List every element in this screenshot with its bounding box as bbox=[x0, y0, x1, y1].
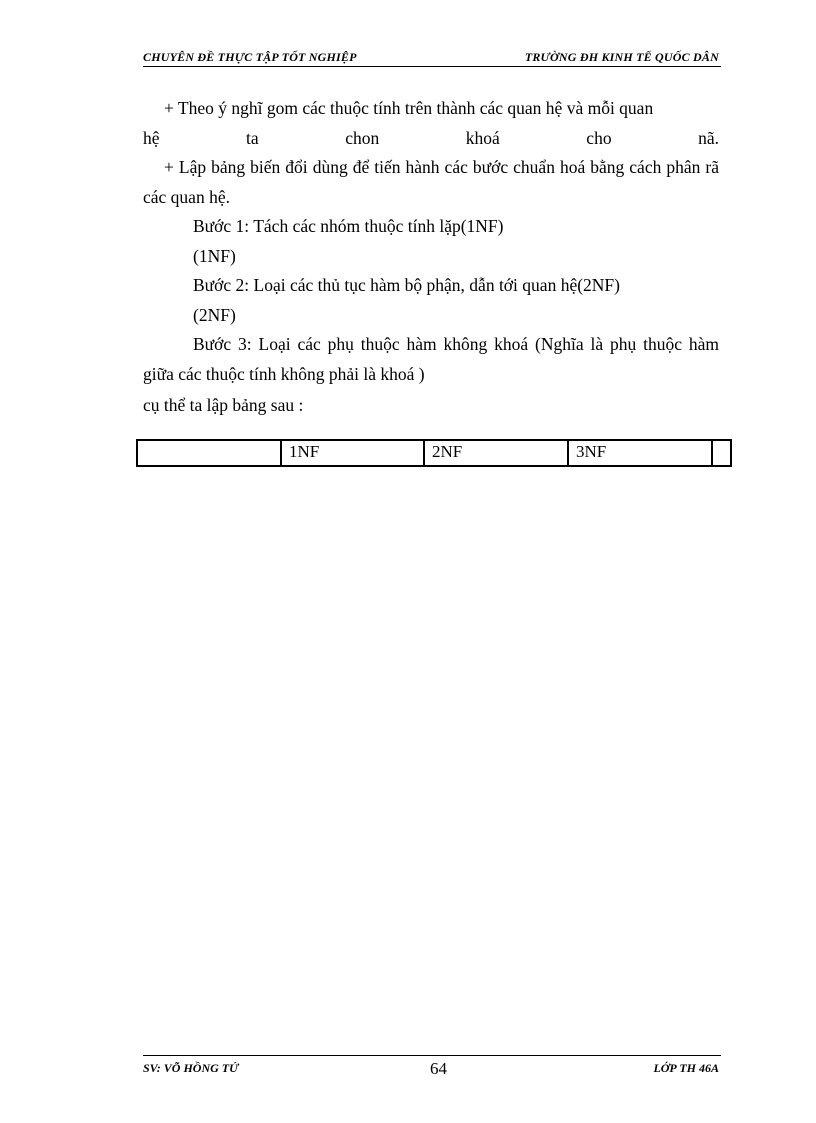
paragraph-1-line-1: + Theo ý nghĩ gom các thuộc tính trên thành các quan hệ và mỗi quan bbox=[164, 98, 654, 118]
table-cell-2nf: 2NF bbox=[424, 440, 568, 466]
document-body bbox=[143, 94, 719, 421]
footer-class: LỚP TH 46A bbox=[653, 1061, 719, 1075]
page-footer bbox=[143, 1055, 721, 1080]
table-row bbox=[137, 440, 731, 466]
step-1: Bước 1: Tách các nhóm thuộc tính lặp(1NF) bbox=[193, 216, 504, 236]
footer-student: SV: VÕ HỒNG TỨ bbox=[143, 1061, 239, 1075]
step-3: Bước 3: Loại các phụ thuộc hàm không khoá (Nghĩa là phụ thuộc hàm giữa các thuộc tính không phải là khoá ) bbox=[143, 334, 719, 384]
table-cell-3nf: 3NF bbox=[568, 440, 712, 466]
normalization-table bbox=[136, 439, 732, 467]
page-number: 64 bbox=[430, 1059, 447, 1078]
step-2: Bước 2: Loại các thủ tục hàm bộ phận, dẫn tới quan hệ(2NF) bbox=[193, 275, 620, 295]
step-1-continuation: (1NF) bbox=[193, 245, 236, 266]
table-cell-empty bbox=[137, 440, 281, 466]
header-title-left: CHUYÊN ĐỀ THỰC TẬP TỐT NGHIỆP bbox=[143, 50, 357, 64]
table-cell-narrow bbox=[712, 440, 731, 466]
word: cho bbox=[586, 127, 612, 148]
table-cell-1nf: 1NF bbox=[281, 440, 424, 466]
step-2-continuation: (2NF) bbox=[193, 304, 236, 325]
header-title-right: TRƯỜNG ĐH KINH TẾ QUỐC DÂN bbox=[524, 50, 719, 64]
word: ta bbox=[246, 127, 259, 148]
paragraph-1-line-2 bbox=[143, 124, 719, 154]
paragraph-2: + Lập bảng biến đổi dùng để tiến hành các bước chuẩn hoá bằng cách phân rã các quan hệ. bbox=[143, 157, 719, 207]
table-intro: cụ thể ta lập bảng sau : bbox=[143, 395, 304, 415]
word: hệ bbox=[143, 127, 160, 148]
word: nã. bbox=[698, 127, 719, 148]
page-header bbox=[143, 46, 721, 67]
word: chon bbox=[345, 127, 380, 148]
word: khoá bbox=[465, 127, 500, 148]
